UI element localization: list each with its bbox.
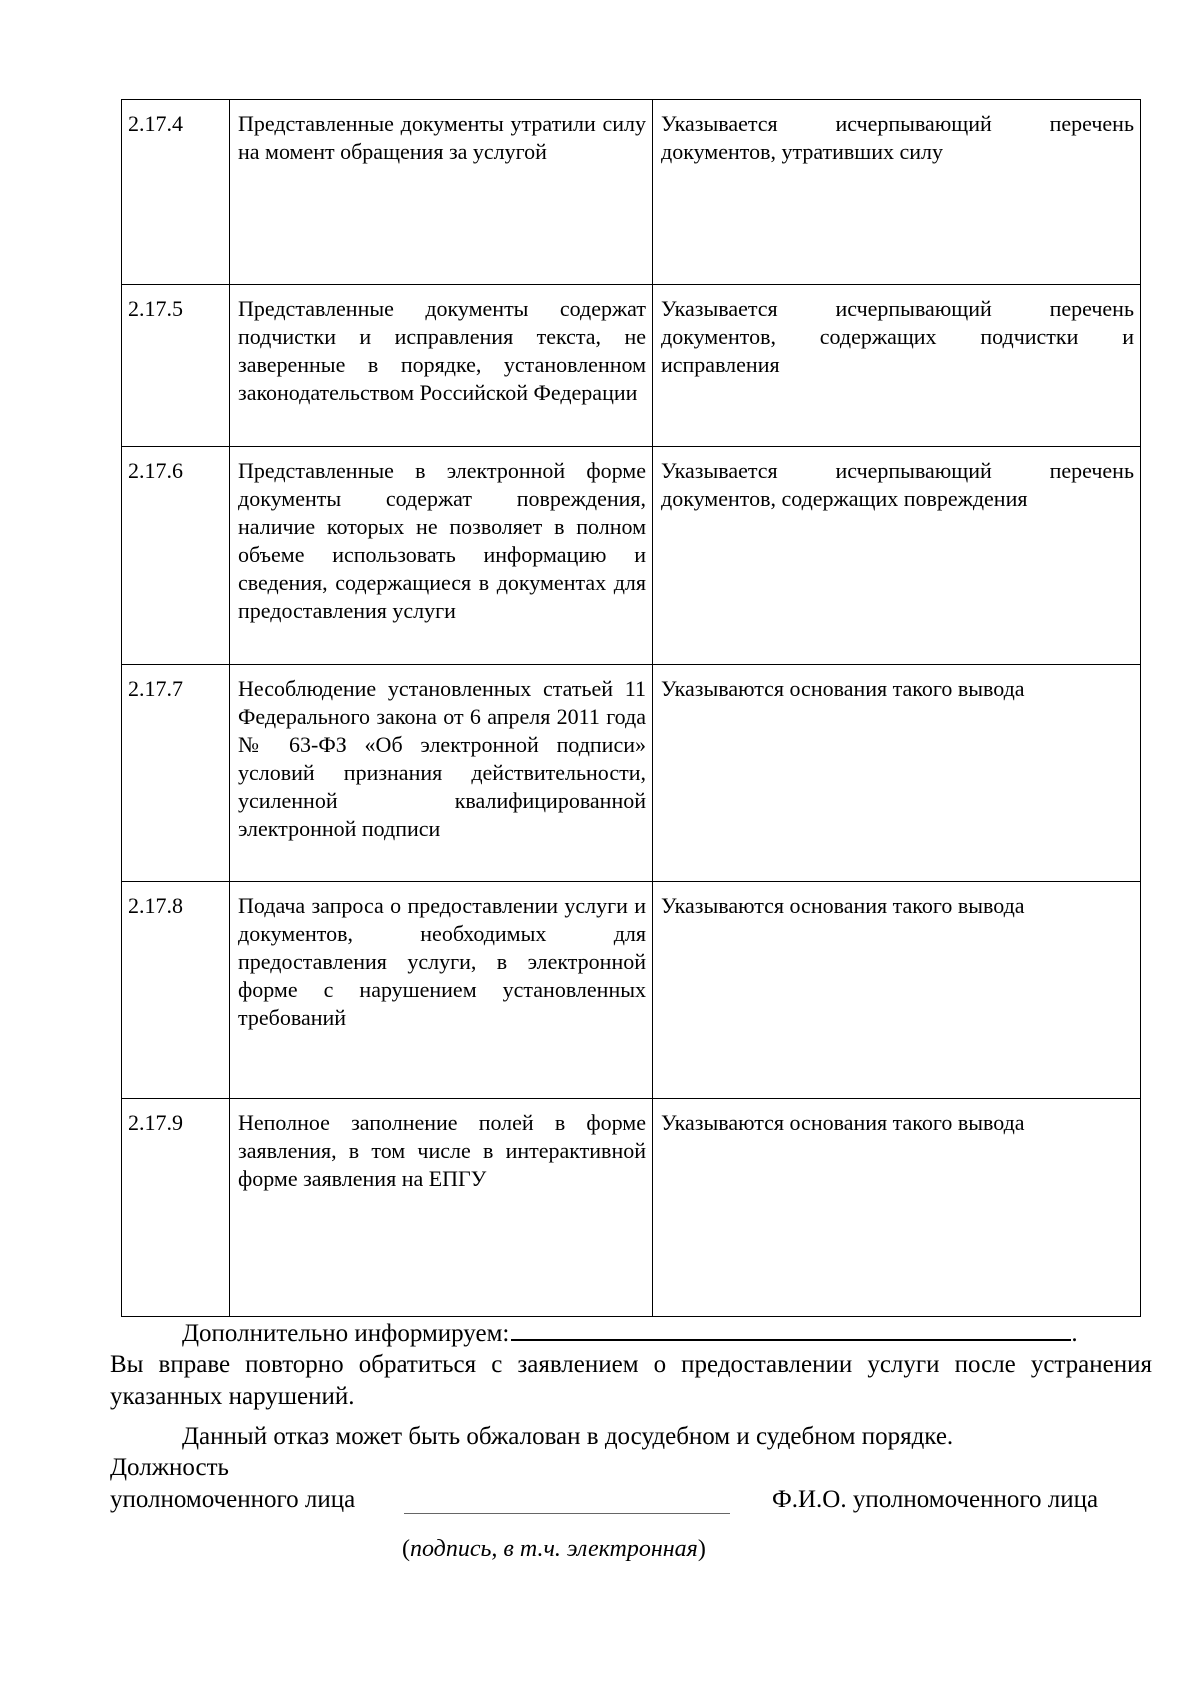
table-row (122, 100, 1141, 285)
refusal-explanation: Указываются основания такого вывода (653, 882, 1141, 1099)
refusal-reason: Представленные в электронной форме документы содержат повреждения, наличие которых не позволяет в полном объеме использовать информацию и сведения, содержащиеся в документах для предоставления услуги (230, 447, 653, 665)
position-label-line2: уполномоченного лица (110, 1486, 356, 1513)
signature-caption-text: подпись, в т.ч. электронная (410, 1536, 698, 1562)
row-number: 2.17.6 (122, 447, 230, 665)
signature-caption-close: ) (697, 1536, 706, 1562)
fio-label: Ф.И.О. уполномоченного лица (772, 1486, 1099, 1513)
additional-info-blank (511, 1317, 1071, 1341)
refusal-reason: Несоблюдение установленных статьей 11 Федерального закона от 6 апреля 2011 года № 63-ФЗ «Об электронной подписи» условий признания действительности, усиленной квалифицированной электронной подписи (230, 665, 653, 882)
reapply-paragraph: Вы вправе повторно обратиться с заявлением о предоставлении услуги после устранения указанных нарушений. (110, 1351, 1152, 1410)
additional-info-line (110, 1317, 1152, 1350)
table-row (122, 285, 1141, 447)
appeal-paragraph: Данный отказ может быть обжалован в досудебном и судебном порядке. (182, 1423, 954, 1450)
row-number: 2.17.7 (122, 665, 230, 882)
row-number: 2.17.5 (122, 285, 230, 447)
refusal-explanation: Указывается исчерпывающий перечень документов, содержащих подчистки и исправления (653, 285, 1141, 447)
table-row (122, 882, 1141, 1099)
signature-caption (402, 1534, 706, 1564)
refusal-reason: Представленные документы утратили силу на момент обращения за услугой (230, 100, 653, 285)
refusal-explanation: Указываются основания такого вывода (653, 1099, 1141, 1317)
refusal-explanation: Указывается исчерпывающий перечень документов, содержащих повреждения (653, 447, 1141, 665)
signature-line (404, 1513, 730, 1514)
refusal-explanation: Указываются основания такого вывода (653, 665, 1141, 882)
signature-caption-open: ( (402, 1536, 410, 1562)
row-number: 2.17.8 (122, 882, 230, 1099)
row-number: 2.17.9 (122, 1099, 230, 1317)
table-row (122, 1099, 1141, 1317)
refusal-reason: Подача запроса о предоставлении услуги и документов, необходимых для предоставления услуги, в электронной форме с нарушением установленных требований (230, 882, 653, 1099)
refusal-reasons-table (121, 99, 1141, 1317)
refusal-reason: Неполное заполнение полей в форме заявления, в том числе в интерактивной форме заявления на ЕПГУ (230, 1099, 653, 1317)
table-row (122, 447, 1141, 665)
row-number: 2.17.4 (122, 100, 230, 285)
refusal-explanation: Указывается исчерпывающий перечень документов, утративших силу (653, 100, 1141, 285)
additional-info-label: Дополнительно информируем: (182, 1320, 510, 1347)
refusal-reason: Представленные документы содержат подчистки и исправления текста, не заверенные в порядке, установленном законодательством Российской Федерации (230, 285, 653, 447)
position-label-line1: Должность (110, 1454, 229, 1481)
additional-info-end: . (1071, 1320, 1078, 1347)
table-row (122, 665, 1141, 882)
